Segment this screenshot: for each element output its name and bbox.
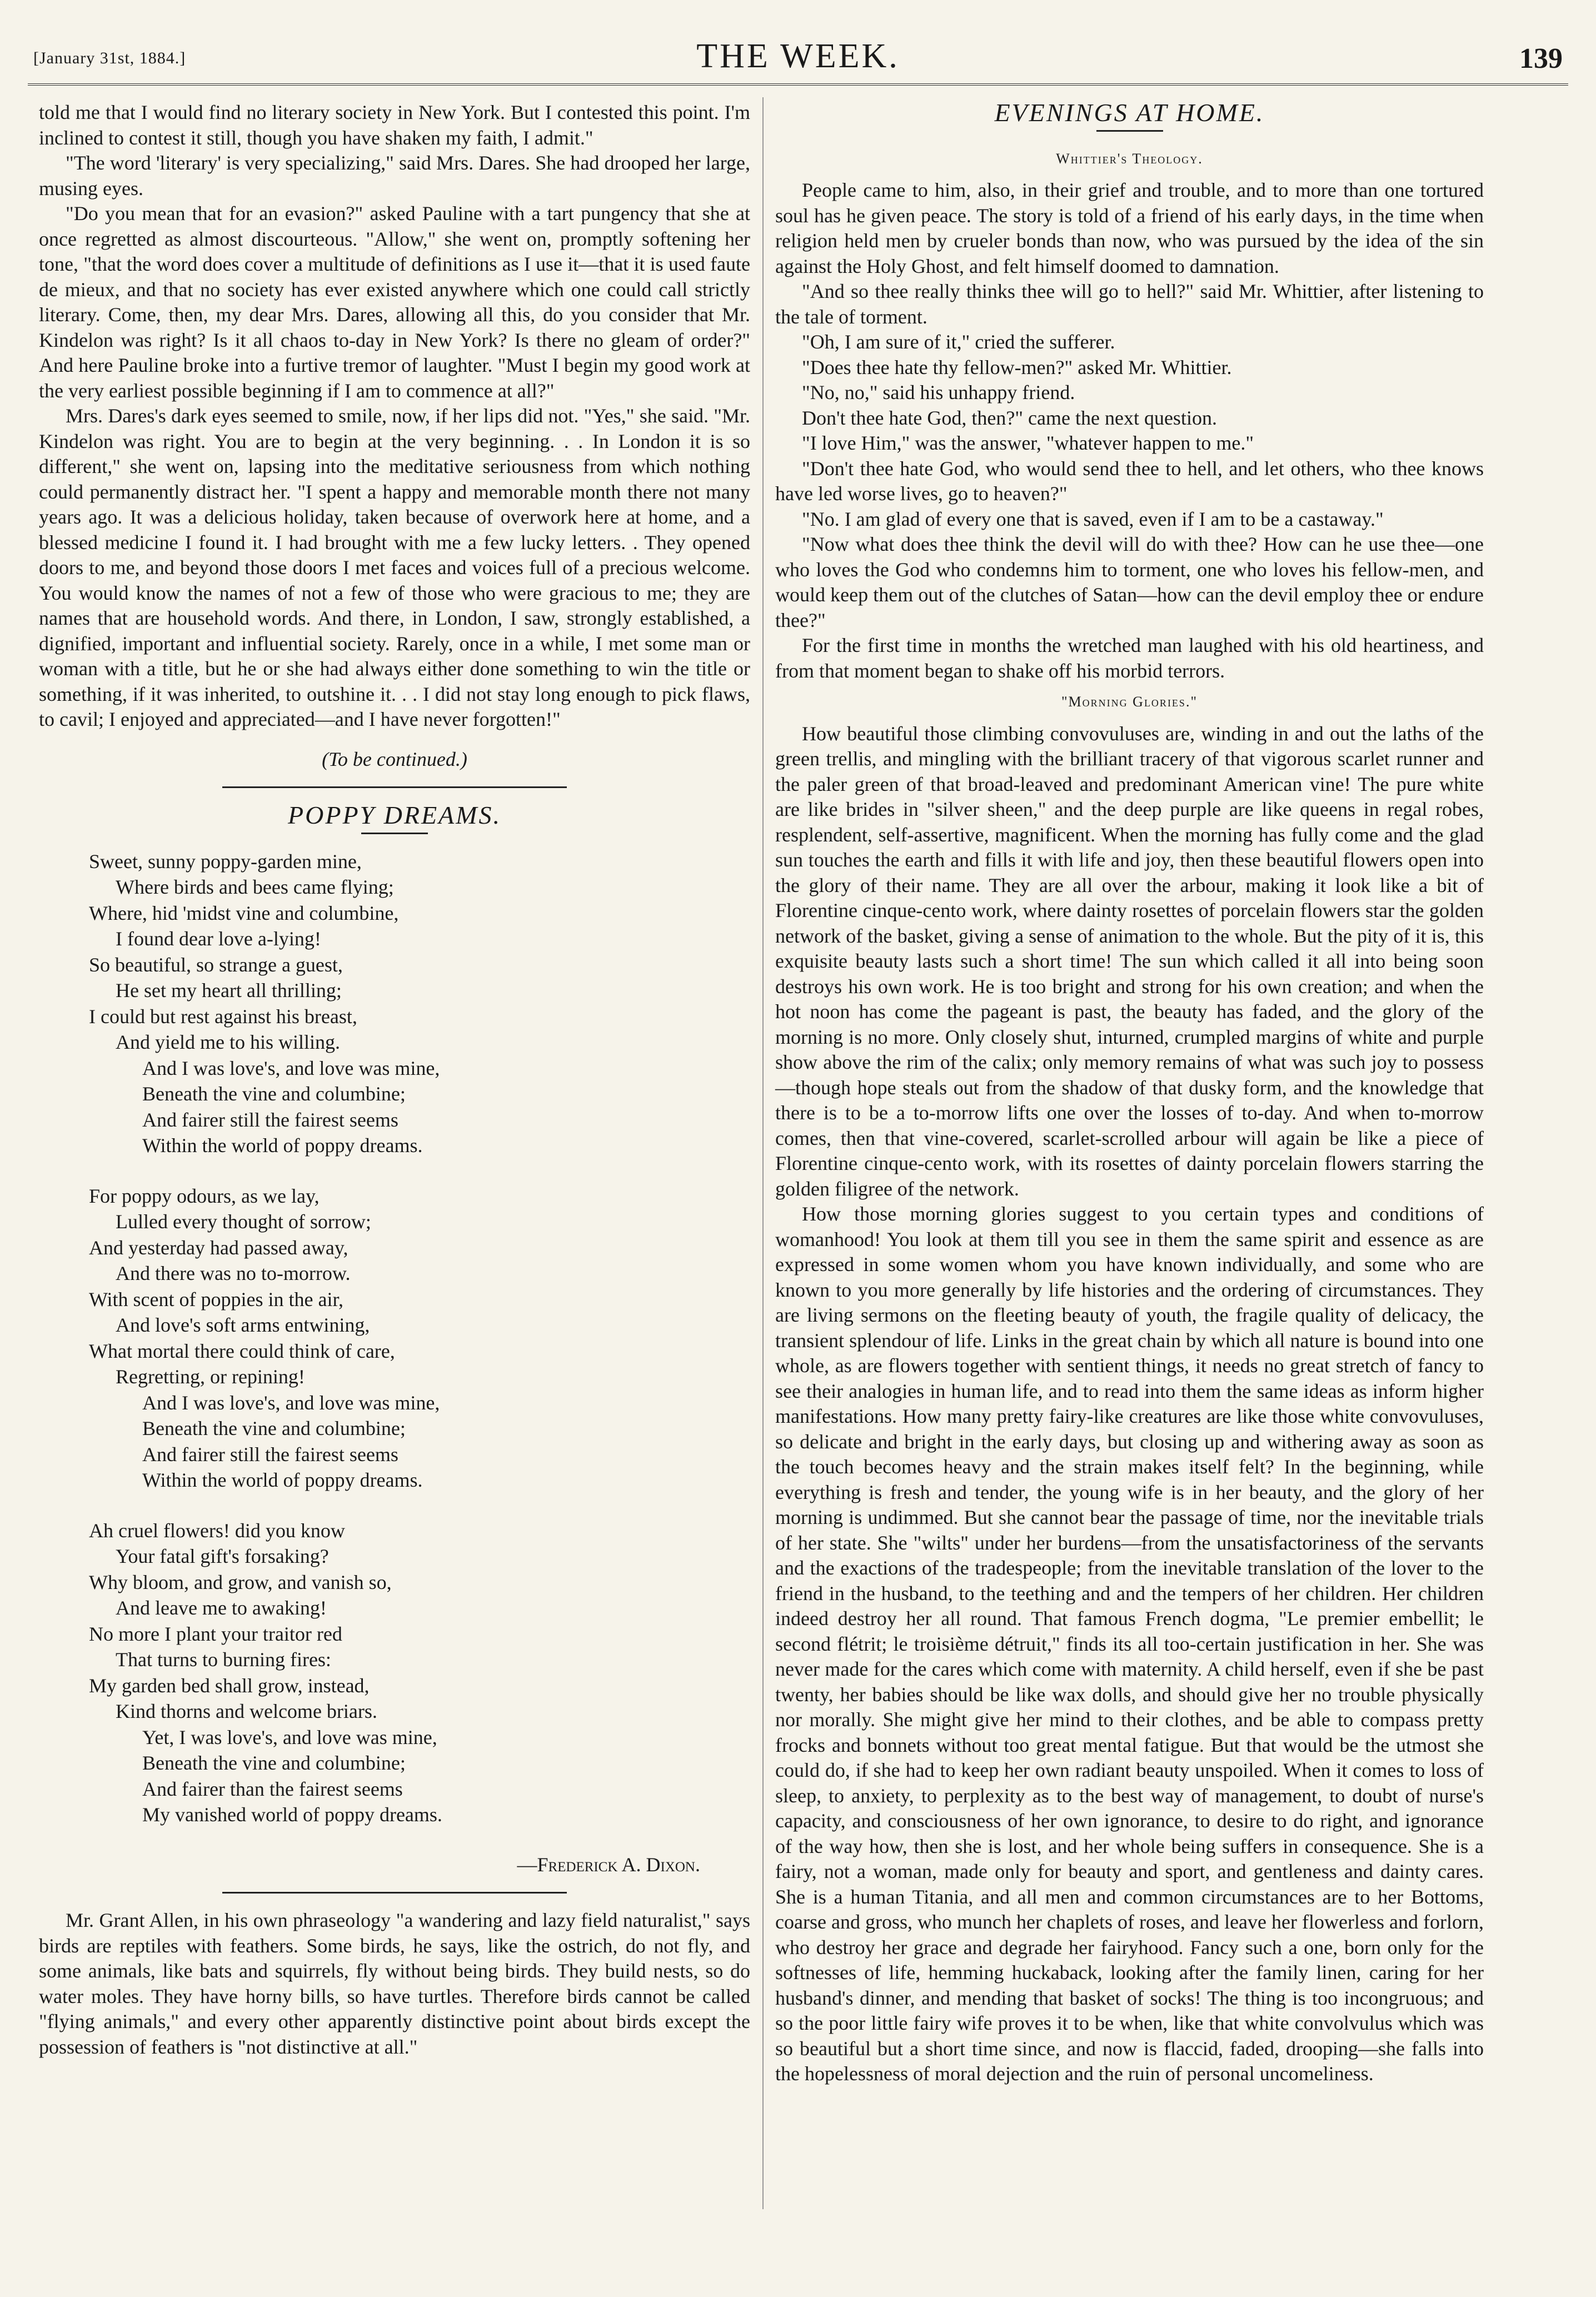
grant-allen-paragraph: Mr. Grant Allen, in his own phraseology "a wandering and lazy field naturalist," says birds are reptiles with feathers. Some birds, he says, like the ostrich, do not fly, and some animals, like bats and squirrels, fly without being birds. They build nests, so do water moles. They have horny bills, so have turtles. Therefore birds cannot be called "flying animals," and every other apparently distinctive point about birds except the possession of feathers is "not distinctive at all." [39, 1909, 750, 2058]
whittier-paragraph: Don't thee hate God, then?" came the next question. [802, 406, 1217, 429]
page-header [28, 22, 1568, 86]
poem-line: Sweet, sunny poppy-garden mine, [89, 850, 362, 873]
poem-line: My garden bed shall grow, instead, [89, 1674, 370, 1697]
story-paragraph: told me that I would find no literary society in New York. But I contested this point. I'm inclined to contest it still, though you have shaken my faith, I admit." [39, 101, 750, 149]
left-column [39, 100, 750, 2060]
column-divider [762, 97, 764, 2209]
poem-line: Within the world of poppy dreams. [142, 1134, 423, 1157]
story-paragraph: "The word 'literary' is very specializing," said Mrs. Dares. She had drooped her large, musing eyes. [39, 152, 750, 200]
publication-title: THE WEEK. [696, 37, 900, 75]
right-column [775, 100, 1484, 2087]
whittier-paragraph: "No, no," said his unhappy friend. [802, 381, 1075, 403]
poem-line: And fairer still the fairest seems [142, 1443, 398, 1466]
poem-stanza [89, 1518, 750, 1828]
whittier-paragraph: "Oh, I am sure of it," cried the sufferer. [802, 331, 1115, 353]
page-number: 139 [1519, 43, 1563, 74]
poem-line: Regretting, or repining! [116, 1366, 305, 1388]
glories-paragraph: How those morning glories suggest to you certain types and conditions of womanhood! You look at them till you see in them the same spirit and essence as are expressed in some women whom you have known individually, and some who are known to you more generally by life histories and the ordering of circumstances. They are living sermons on the fleeting beauty of youth, the fragile quality of delicacy, the transient splendour of life. Links in the great chain by which all nature is bound into one whole, as are flowers together with sentient things, it needs no great stretch of fancy to see their analogies in human life, and to read into them the same ideas as inform higher manifestations. How many pretty fairy-like creatures are like those white convovuluses, so delicate and bright in the early days, but closing up and withering away as soon as the touch becomes heavy and the strain makes itself felt? In the beginning, while everything is fresh and tender, the young wife is in her beauty, and the glory of her morning is undimmed. But she cannot bear the passage of time, nor the inevitable trials of her state. She "wilts" under her burdens—from the unsatisfactoriness of the servants and the exactions of the tradespeople; from the inevitable translation of the lover to the friend in the husband, to the teething and and the tempers of her children. Her children indeed destroy her all round. That famous French dogma, "Le premier embellit; le second flétrit; le troisième détruit," finds its all too-certain justification in her. She was never made for the cares which come with maternity. A child herself, even if she be past twenty, her babies should be like wax dolls, and should give her no trouble physically nor morally. She might give her mind to their clothes, and be able to compass pretty frocks and bonnets without too great mental fatigue. But that would be the utmost she could do, if she had to keep her own radiant beauty unspoiled. When it comes to loss of sleep, to anxiety, to perplexity as to the best way of management, to doubt of nurse's capacity, and consciousness of her own ignorance, to desire to do right, and ignorance of the way how, then she is lost, and her whole being suffers in consequence. She is a fairy, not a woman, made only for beauty and sport, and gentleness and dainty cares. She is a human Titania, and all men and common circumstances are to her Bottoms, coarse and gross, who munch her chaplets of roses, and leave her flowerless and forlorn, who destroy her grace and degrade her fairyhood. Fancy such a one, born only for the softnesses of life, hemming huckaback, looking after the family linen, caring for her husband's dinner, and mending that basket of socks! The thing is too incongruous; and so the poor little fairy wife proves it to be when, like that white convolvulus which was so beautiful but a short time since, and now is flaccid, faded, drooping—she falls into the hopelessness of moral dejection and the ruin of personal uncomeliness. [775, 1203, 1484, 2085]
poem-line: And I was love's, and love was mine, [142, 1391, 440, 1414]
whittier-paragraph: People came to him, also, in their grief and trouble, and to more than one tortured soul has he given peace. The story is told of a friend of his early days, in the time when religion held men by crueler bonds than now, who was pursued by the idea of the sin against the Holy Ghost, and felt himself doomed to damnation. [775, 179, 1484, 277]
whittier-paragraph: "And so thee really thinks thee will go to hell?" said Mr. Whittier, after listening to the tale of torment. [775, 280, 1484, 328]
whittier-article [775, 178, 1484, 684]
poem-stanza [89, 849, 750, 1159]
poem-line: Within the world of poppy dreams. [142, 1469, 423, 1491]
glories-paragraph: How beautiful those climbing convovuluses are, winding in and out the laths of the green trellis, and mingling with the brilliant tracery of that vigorous scarlet runner and the paler green of that broad-leaved and predominant American vine! The pure white are like brides in "silver sheen," and the deep purple are like queens in regal robes, resplendent, self-assertive, magnificent. When the morning has fully come and the glad sun touches the earth and fills it with life and joy, then these beautiful flowers open into the glory of their name. They are all over the arbour, making it look like a bit of Florentine cinque-cento work, where dainty rosettes of porcelain flowers star the golden network of the basket, giving a sense of animation to the whole. But the pity of it is, this exquisite beauty lasts such a short time! The sun which called it all into being soon destroys his own work. He is too bright and strong for his own creation; and when the hot noon has come the pageant is past, the beauty has faded, and the glory of the morning is no more. Only closely shut, inturned, crumpled margins of white and purple show above the rim of the calix; only memory remains of what was such joy to possess—though hope steals out from the shadow of that dusky form, and the knowledge that there is to be a to-morrow lifts one over the losses of to-day. And when to-morrow comes, then that vine-covered, scarlet-scrolled arbour will again be like a piece of Florentine cinque-cento work, with its rosettes of dainty porcelain flowers starring the golden filigree of the network. [775, 722, 1484, 1200]
whittier-paragraph: "Don't thee hate God, who would send thee to hell, and let others, who thee knows have led worse lives, go to heaven?" [775, 457, 1484, 505]
story-paragraph: Mrs. Dares's dark eyes seemed to smile, now, if her lips did not. "Yes," she said. "Mr. Kindelon was right. You are to begin at the very beginning. . . In London it is so different," she went on, lapsing into the meditative seriousness from which nothing could permanently distract her. "I spent a happy and memorable month there not many years ago. It was a delicious holiday, taken because of overwork here at home, and a blessed medicine I found it. I had brought with me a few lucky letters. . They opened doors to me, and beyond those doors I met faces and voices full of a precious welcome. You would know the names of not a few of those who were gracious to me; they are names that are household words. And there, in London, I saw, strongly established, a dignified, important and influential society. Rarely, once in a while, I met some man or woman with a title, but he or she had always either done something to win the title or something, if it was inherited, to outshine it. . . I did not stay long enough to pick flaws, to cavil; I enjoyed and appreciated—and I have never forgotten!" [39, 405, 750, 730]
poem-line: And I was love's, and love was mine, [142, 1057, 440, 1079]
poem-stanza [89, 1183, 750, 1493]
poem-line: And leave me to awaking! [116, 1597, 327, 1619]
poem-line: With scent of poppies in the air, [89, 1288, 343, 1311]
poem-line: Beneath the vine and columbine; [142, 1083, 406, 1105]
poem-line: And fairer still the fairest seems [142, 1108, 398, 1131]
poem-line: And yesterday had passed away, [89, 1236, 348, 1259]
story-continuation [39, 100, 750, 733]
title-rule [361, 833, 428, 834]
story-paragraph: "Do you mean that for an evasion?" asked Pauline with a tart pungency that she at once regretted as almost discourteous. "Allow," she went on, promptly softening her tone, "that the word does cover a multitude of definitions as I use it—that it is used faute de mieux, and that no society has ever existed anywhere which one could call strictly literary. Come, then, my dear Mrs. Dares, allowing all this, do you consider that Mr. Kindelon was right? Is it all chaos to-day in New York? Is there no gleam of order?" And here Pauline broke into a furtive tremor of laughter. "Must I begin my good work at the very earliest possible beginning if I am to commence at all?" [39, 202, 750, 402]
section-title: EVENINGS AT HOME. [994, 98, 1265, 127]
poem-line: Why bloom, and grow, and vanish so, [89, 1571, 392, 1593]
poem-line: That turns to burning fires: [116, 1648, 331, 1671]
poem-line: For poppy odours, as we lay, [89, 1184, 320, 1207]
poem-signature: —Frederick A. Dixon. [517, 1853, 700, 1876]
poem-line: What mortal there could think of care, [89, 1339, 395, 1362]
issue-date: [January 31st, 1884.] [33, 49, 186, 67]
poem-line: Lulled every thought of sorrow; [116, 1210, 371, 1233]
poem-line: And love's soft arms entwining, [116, 1314, 370, 1336]
poem-line: Where birds and bees came flying; [116, 876, 394, 898]
poem-line: Kind thorns and welcome briars. [116, 1700, 377, 1722]
poem-line: He set my heart all thrilling; [116, 979, 342, 1001]
poem-line: I found dear love a-lying! [116, 928, 321, 950]
poem-line: Your fatal gift's forsaking? [116, 1545, 329, 1567]
to-be-continued: (To be continued.) [322, 748, 467, 770]
poem-body [89, 849, 750, 1828]
poem-line: Beneath the vine and columbine; [142, 1752, 406, 1774]
whittier-paragraph: "No. I am glad of every one that is saved, even if I am to be a castaway." [802, 507, 1384, 530]
section-rule [222, 786, 567, 788]
poem-line: So beautiful, so strange a guest, [89, 953, 343, 976]
poem-line: And there was no to-morrow. [116, 1262, 351, 1284]
subheading-whittier: Whittier's Theology. [1056, 150, 1203, 167]
subheading-morning-glories: "Morning Glories." [1061, 694, 1198, 710]
poem-line: I could but rest against his breast, [89, 1005, 357, 1028]
poem-line: Yet, I was love's, and love was mine, [142, 1726, 437, 1748]
section-rule [222, 1892, 567, 1894]
whittier-paragraph: "I love Him," was the answer, "whatever happen to me." [802, 432, 1254, 454]
poem-line: Where, hid 'midst vine and columbine, [89, 901, 399, 924]
title-rule [1096, 130, 1163, 132]
poem-line: Beneath the vine and columbine; [142, 1417, 406, 1439]
poem-line: And yield me to his willing. [116, 1031, 340, 1053]
whittier-paragraph: For the first time in months the wretched man laughed with his old heartiness, and from that moment began to shake off his morbid terrors. [775, 634, 1484, 682]
whittier-paragraph: "Does thee hate thy fellow-men?" asked Mr. Whittier. [802, 356, 1232, 378]
poem-line: Ah cruel flowers! did you know [89, 1519, 345, 1542]
whittier-paragraph: "Now what does thee think the devil will do with thee? How can he use thee—one who loves the God who condemns him to torment, one who loves his fellow-men, and would keep them out of the clutches of Satan—how can the devil employ thee or endure thee?" [775, 533, 1484, 631]
poem-line: My vanished world of poppy dreams. [142, 1803, 442, 1826]
poem-title: POPPY DREAMS. [288, 801, 501, 829]
poem-line: And fairer than the fairest seems [142, 1777, 403, 1800]
poem-line: No more I plant your traitor red [89, 1622, 342, 1645]
